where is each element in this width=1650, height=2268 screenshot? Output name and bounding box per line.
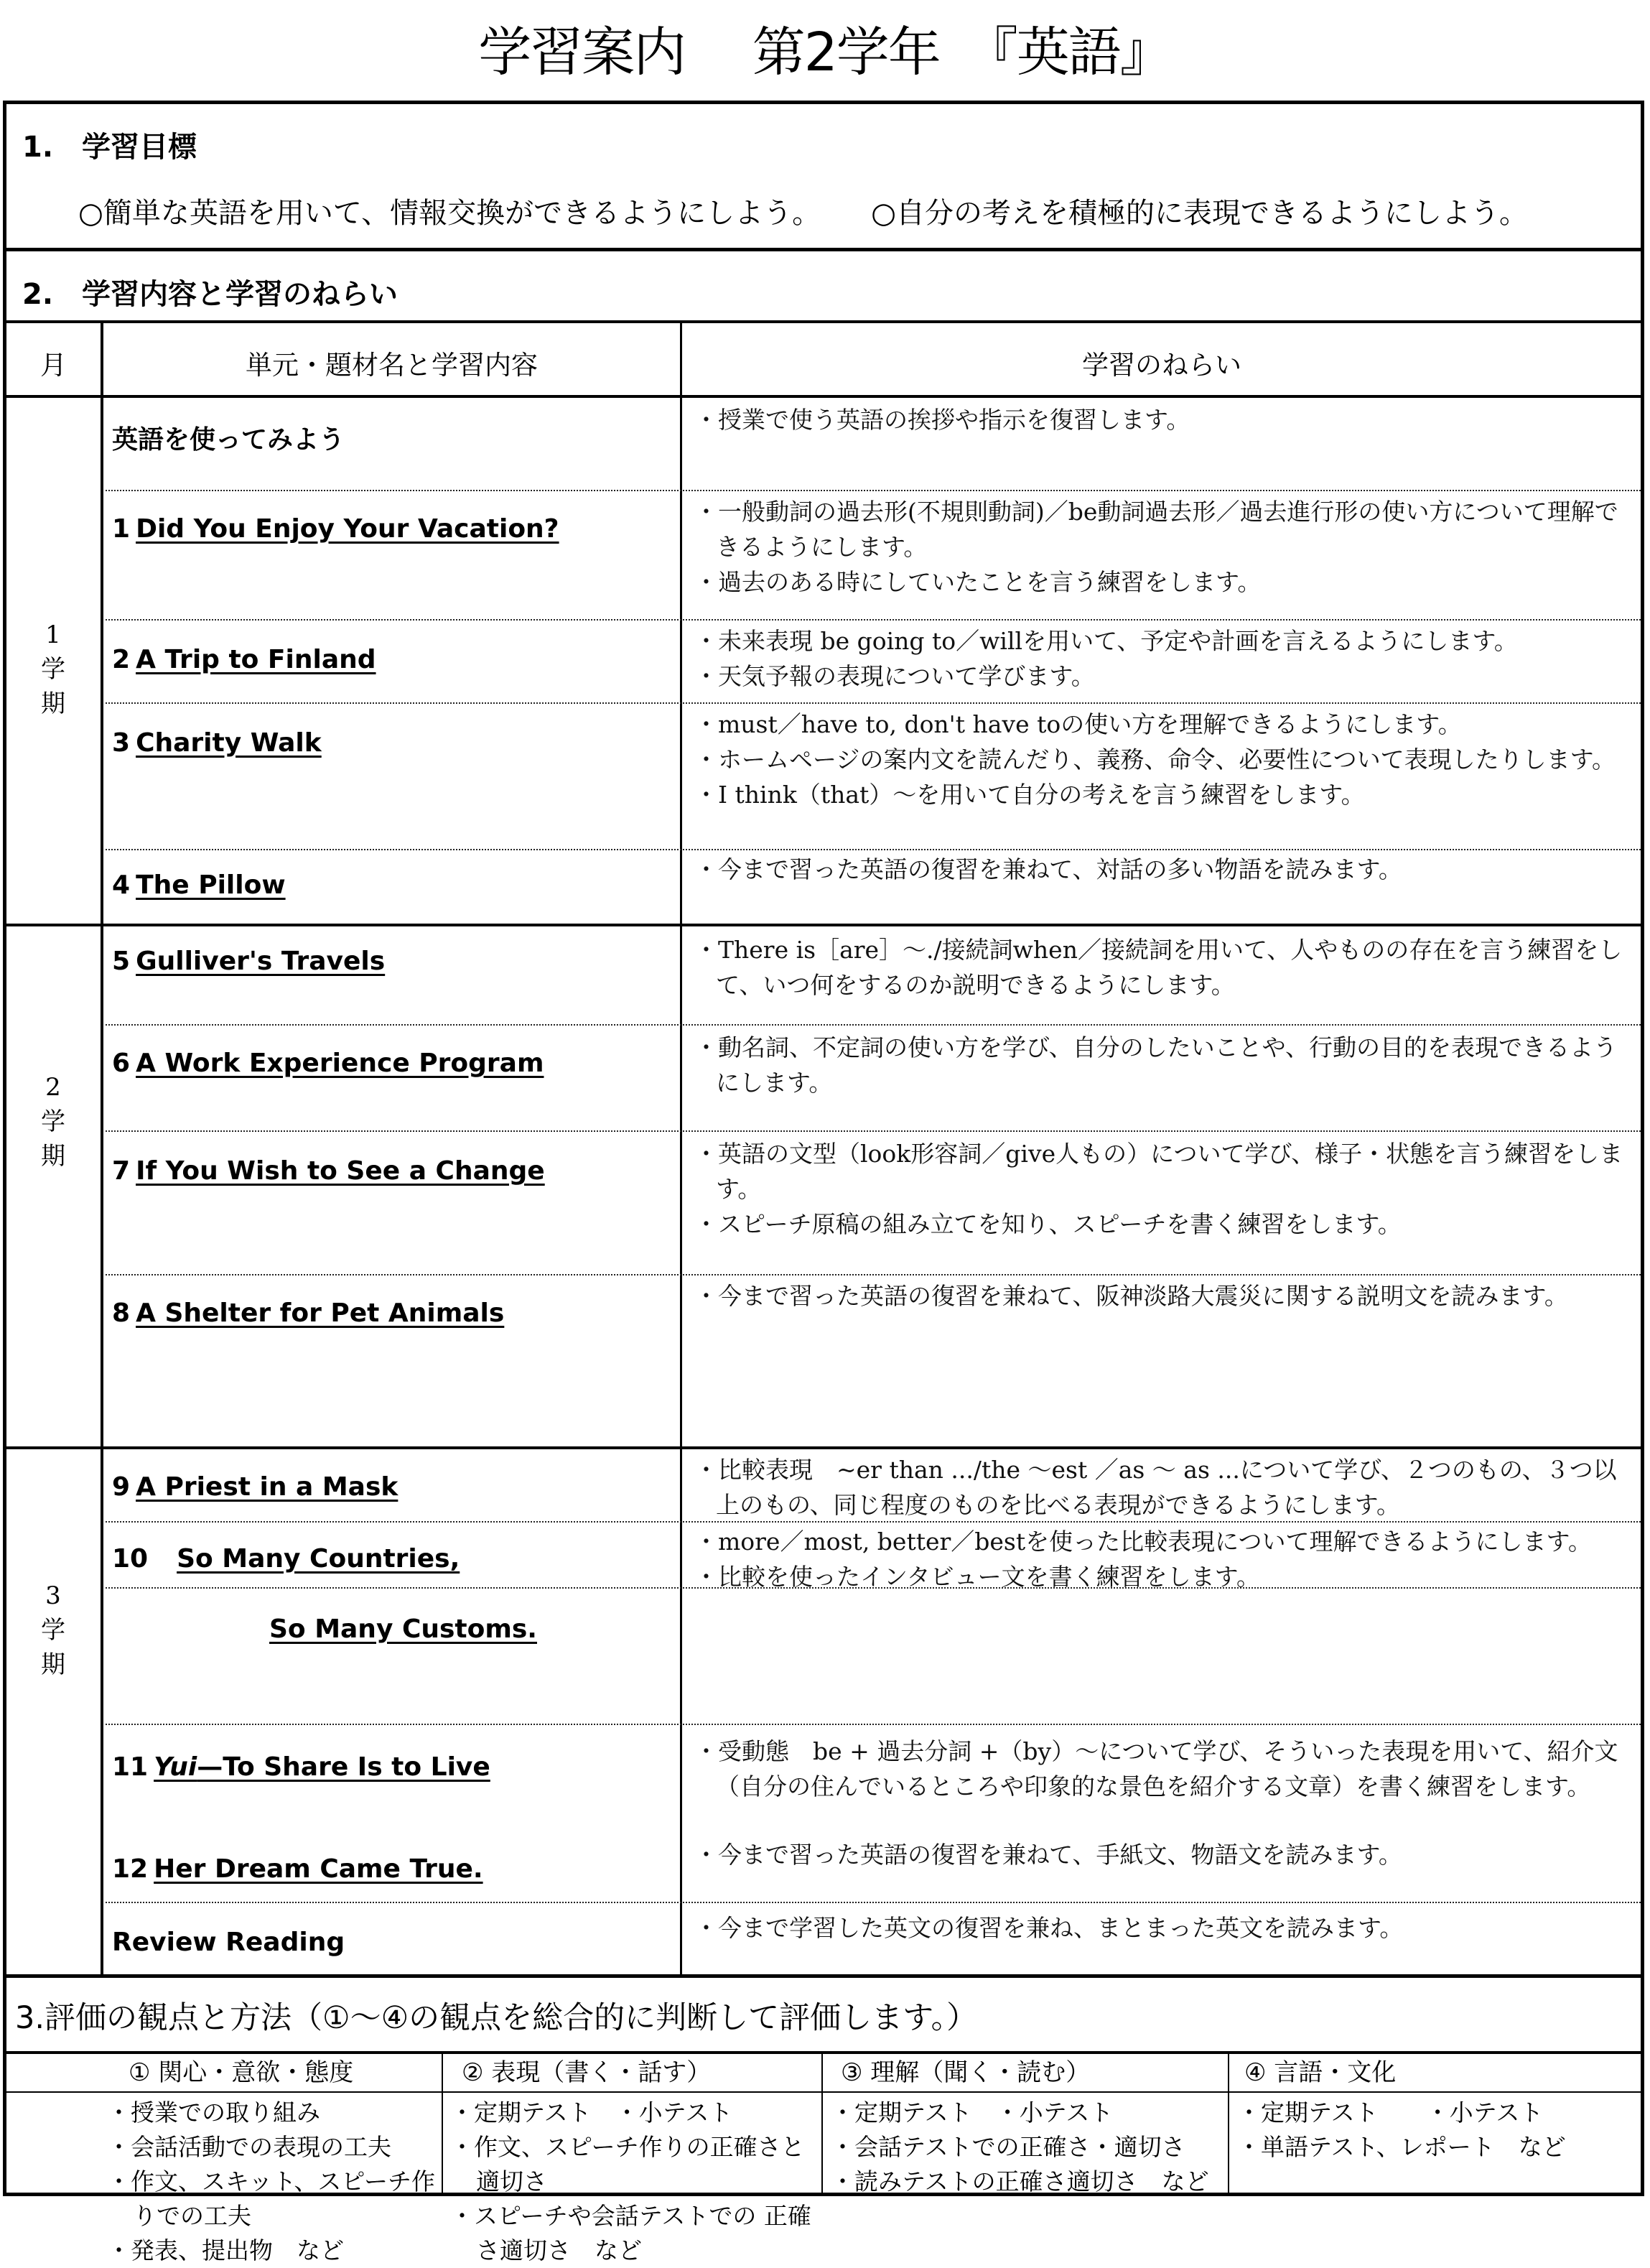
unit-title xyxy=(112,1752,490,1782)
unit-title xyxy=(112,1472,398,1502)
goals xyxy=(78,190,1528,231)
section1-heading: 1. 学習目標 xyxy=(22,131,197,164)
term-label-1: 1 学 期 xyxy=(41,621,65,718)
unit-title xyxy=(112,870,286,900)
row-divider xyxy=(106,849,1641,850)
term-divider xyxy=(6,924,1641,926)
row-divider xyxy=(106,619,1641,621)
section-evaluation xyxy=(6,1978,1641,2264)
eval-item: ・作文、スキット、スピーチ作りでの工夫 xyxy=(107,2167,436,2230)
column-header-aim: 学習のねらい xyxy=(1082,350,1241,381)
eval-header-language-culture: ④ 言語・文化 xyxy=(1244,2058,1397,2087)
column-header-unit: 単元・題材名と学習内容 xyxy=(246,350,538,381)
divider xyxy=(6,320,1641,323)
unit-number: 8 xyxy=(112,1298,131,1328)
unit-aim xyxy=(694,1452,1639,1523)
aim-item: ・比較を使ったインタビュー文を書く練習をします。 xyxy=(694,1563,1261,1591)
unit-name: Review Reading xyxy=(112,1928,345,1957)
section3-heading: 3.評価の観点と方法（①～④の観点を総合的に判断して評価します。） xyxy=(15,2000,978,2036)
unit-aim xyxy=(694,1837,1639,1872)
unit-aim xyxy=(694,1734,1639,1804)
unit-number: 10 xyxy=(112,1544,149,1574)
unit-title xyxy=(112,419,345,456)
row-divider xyxy=(106,1130,1641,1132)
unit-aim xyxy=(694,1524,1639,1594)
unit-name-rest: —To Share Is to Live xyxy=(197,1752,490,1782)
unit-title xyxy=(112,1049,544,1078)
unit-name: If You Wish to See a Change xyxy=(136,1156,545,1186)
aim-item: ・過去のある時にしていたことを言う練習をします。 xyxy=(694,568,1262,596)
unit-name: So Many Countries, xyxy=(177,1544,460,1574)
aim-item: ・未来表現 be going to／willを用いて、予定や計画を言えるようにします。 xyxy=(694,627,1518,655)
unit-aim xyxy=(694,1278,1639,1314)
unit-name: Did You Enjoy Your Vacation? xyxy=(136,514,559,544)
eval-methods-interest xyxy=(107,2096,437,2268)
unit-title xyxy=(112,1544,460,1574)
aim-item: ・今まで学習した英文の復習を兼ね、まとまった英文を読みます。 xyxy=(694,1914,1404,1942)
unit-aim xyxy=(694,402,1639,437)
row-divider xyxy=(106,1274,1641,1275)
aim-item: ・I think（that）～を用いて自分の考えを言う練習をします。 xyxy=(694,781,1365,809)
eval-item: ・発表、提出物 など xyxy=(107,2236,344,2264)
aim-item: ・授業で使う英語の挨拶や指示を復習します。 xyxy=(694,406,1190,434)
goal-1: ○簡単な英語を用いて、情報交換ができるようにしよう。 xyxy=(78,197,821,230)
unit-number: 4 xyxy=(112,870,131,900)
unit-title xyxy=(112,645,376,674)
unit-number: 3 xyxy=(112,728,131,758)
goal-2: ○自分の考えを積極的に表現できるようにしよう。 xyxy=(871,197,1529,230)
unit-title xyxy=(112,1156,545,1186)
divider xyxy=(6,395,1641,398)
eval-methods-understanding xyxy=(831,2096,1222,2199)
eval-item: ・スピーチや会話テストでの 正確さ適切さ など xyxy=(450,2202,811,2264)
unit-title xyxy=(112,1298,504,1328)
divider xyxy=(442,2053,443,2196)
divider xyxy=(1228,2053,1229,2196)
aim-item: ・英語の文型（look形容詞／give人もの）について学び、様子・状態を言う練習をします。 xyxy=(694,1140,1623,1203)
unit-name: Gulliver's Travels xyxy=(136,947,386,976)
section2-heading: 2. 学習内容と学習のねらい xyxy=(22,278,398,311)
unit-number: 1 xyxy=(112,514,131,544)
unit-number: 9 xyxy=(112,1472,131,1502)
eval-item: ・定期テスト ・小テスト xyxy=(1237,2099,1544,2127)
aim-item: ・今まで習った英語の復習を兼ねて、阪神淡路大震災に関する説明文を読みます。 xyxy=(694,1282,1568,1310)
eval-methods-expression xyxy=(450,2096,816,2268)
unit-aim xyxy=(694,1030,1639,1100)
eval-header-expression: ② 表現（書く・話す） xyxy=(462,2058,712,2087)
unit-title xyxy=(112,1854,483,1884)
column-header-month: 月 xyxy=(40,350,67,381)
aim-item: ・今まで習った英語の復習を兼ねて、対話の多い物語を読みます。 xyxy=(694,855,1402,883)
eval-item: ・授業での取り組み xyxy=(107,2099,320,2127)
unit-title xyxy=(112,947,385,976)
unit-name xyxy=(154,1752,490,1782)
unit-aim xyxy=(694,932,1639,1003)
unit-title xyxy=(112,1928,345,1957)
aim-item: ・must／have to, don't have toの使い方を理解できるようにします。 xyxy=(694,710,1462,738)
unit-title xyxy=(112,514,559,544)
row-divider xyxy=(106,702,1641,704)
aim-item: ・今まで習った英語の復習を兼ねて、手紙文、物語文を読みます。 xyxy=(694,1841,1402,1869)
term-label-3: 3 学 期 xyxy=(41,1581,65,1679)
unit-name-italic: Yui xyxy=(154,1752,197,1782)
unit-title-line2 xyxy=(264,1614,537,1644)
divider xyxy=(680,322,682,1978)
unit-name: A Priest in a Mask xyxy=(136,1472,398,1502)
row-divider xyxy=(106,1724,1641,1725)
aim-item: ・There is［are］～./接続詞when／接続詞を用いて、人やものの存在を言う練習をして、いつ何をするのか説明できるようにします。 xyxy=(694,936,1623,999)
unit-name: Her Dream Came True. xyxy=(154,1854,483,1884)
eval-item: ・定期テスト ・小テスト xyxy=(831,2099,1114,2127)
unit-number: 5 xyxy=(112,947,131,976)
eval-item: ・単語テスト、レポート など xyxy=(1237,2133,1566,2161)
unit-title xyxy=(112,728,322,758)
eval-item: ・会話活動での表現の工夫 xyxy=(107,2133,391,2161)
eval-header-understanding: ③ 理解（聞く・読む） xyxy=(841,2058,1091,2087)
page-title: 学習案内 第2学年 『英語』 xyxy=(478,22,1172,83)
unit-aim xyxy=(694,1910,1639,1946)
eval-item: ・読みテストの正確さ適切さ など xyxy=(831,2167,1209,2195)
unit-name: A Shelter for Pet Animals xyxy=(136,1298,505,1328)
eval-methods-language-culture xyxy=(1237,2096,1639,2165)
eval-item: ・会話テストでの正確さ・適切さ xyxy=(831,2133,1185,2161)
aim-item: ・more／most, better／bestを使った比較表現について理解できるようにします。 xyxy=(694,1528,1592,1556)
unit-number: 12 xyxy=(112,1854,149,1884)
unit-name: So Many Customs. xyxy=(269,1614,537,1644)
aim-item: ・天気予報の表現について学びます。 xyxy=(694,662,1095,690)
divider xyxy=(6,2091,1641,2093)
unit-aim xyxy=(694,1136,1639,1242)
eval-item: ・作文、スピーチ作りの正確さと適切さ xyxy=(450,2133,805,2195)
term-label-2: 2 学 期 xyxy=(41,1073,65,1171)
aim-item: ・一般動詞の過去形(不規則動詞)／be動詞過去形／過去進行形の使い方について理解できるようにします。 xyxy=(694,498,1618,561)
section-goals xyxy=(6,104,1641,251)
aim-item: ・受動態 be + 過去分詞 +（by）～について学び、そういった表現を用いて、紹介文（自分の住んでいるところや印象的な景色を紹介する文章）を書く練習をします。 xyxy=(694,1737,1618,1800)
row-divider xyxy=(106,1024,1641,1026)
row-divider xyxy=(106,1902,1641,1903)
aim-item: ・ホームページの案内文を読んだり、義務、命令、必要性について表現したりします。 xyxy=(694,745,1616,773)
term-divider xyxy=(6,1446,1641,1449)
unit-number: 11 xyxy=(112,1752,149,1782)
aim-item: ・動名詞、不定詞の使い方を学び、自分のしたいことや、行動の目的を表現できるようにします。 xyxy=(694,1033,1618,1097)
eval-item: ・定期テスト ・小テスト xyxy=(450,2099,733,2127)
aim-item: ・スピーチ原稿の組み立てを知り、スピーチを書く練習をします。 xyxy=(694,1210,1402,1238)
unit-name: A Work Experience Program xyxy=(136,1049,544,1078)
unit-aim xyxy=(694,494,1639,600)
unit-name: The Pillow xyxy=(136,870,286,900)
unit-name: A Trip to Finland xyxy=(136,645,376,674)
unit-number: 7 xyxy=(112,1156,131,1186)
unit-name: 英語を使ってみよう xyxy=(112,425,345,455)
unit-aim xyxy=(694,707,1639,812)
unit-name: Charity Walk xyxy=(136,728,322,758)
unit-aim xyxy=(694,623,1639,694)
aim-item: ・比較表現 ~er than .../the ～est ／as ～ as ...について学び、２つのもの、３つ以上のもの、同じ程度のものを比べる表現ができるようにします。 xyxy=(694,1456,1617,1519)
study-guide-frame xyxy=(3,101,1644,2264)
divider xyxy=(101,322,103,1978)
row-divider xyxy=(106,490,1641,491)
section-content xyxy=(6,251,1641,1978)
eval-header-interest: ① 関心・意欲・態度 xyxy=(129,2058,354,2087)
unit-number: 2 xyxy=(112,645,131,674)
unit-number: 6 xyxy=(112,1049,131,1078)
unit-aim xyxy=(694,852,1639,887)
divider xyxy=(821,2053,823,2196)
